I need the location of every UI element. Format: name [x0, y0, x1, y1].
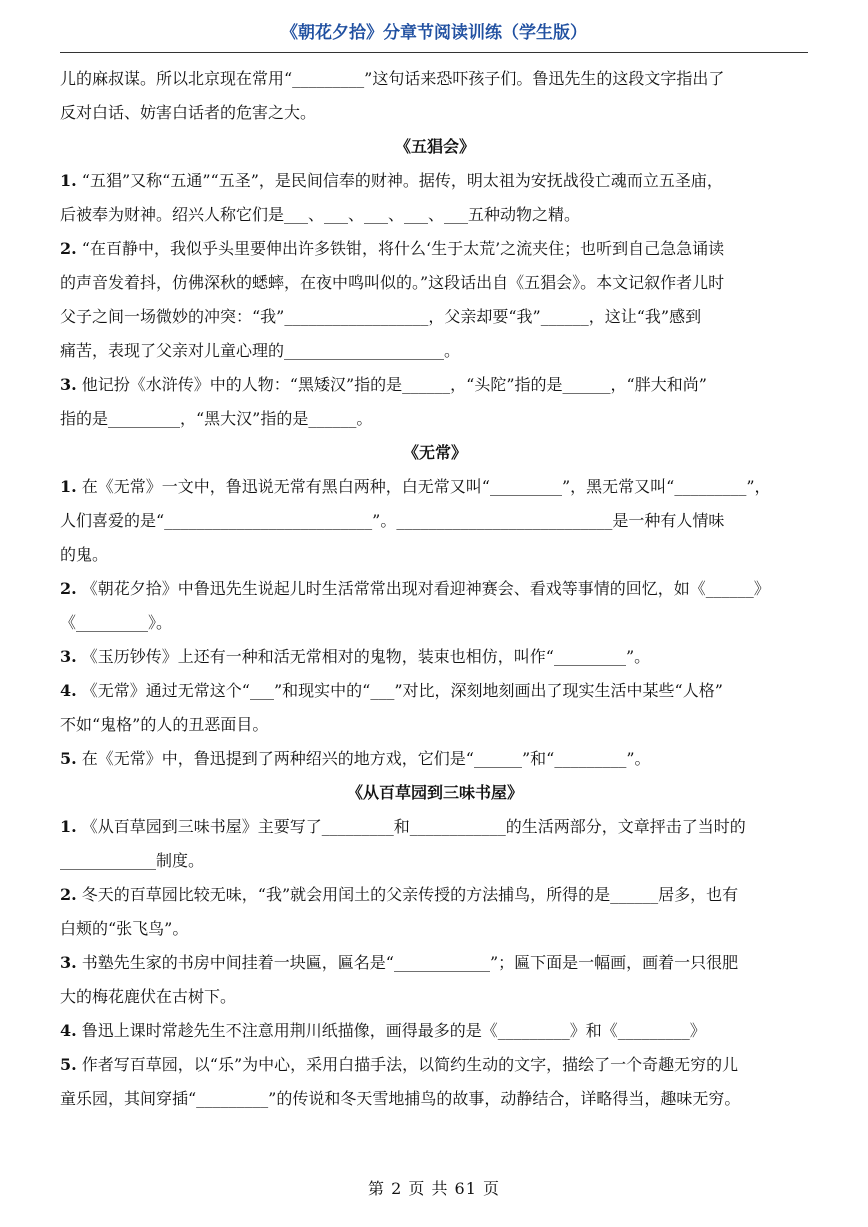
question-number: 1. — [60, 171, 77, 190]
question-number: 3. — [60, 953, 77, 972]
section-title: 《从百草园到三味书屋》 — [346, 783, 523, 802]
question-text-line: 不如“鬼格”的人的丑恶面目。 — [60, 715, 269, 734]
question-text-line: 冬天的百草园比较无味，“我”就会用闰土的父亲传授的方法捕鸟，所得的是______居多，也有 — [81, 885, 739, 904]
intro-line: 儿的麻叔谋。所以北京现在常用“_________”这句话来恐吓孩子们。鲁迅先生的这段文字指出了 — [60, 69, 725, 88]
question-item — [60, 742, 810, 776]
question-text-line: 在《无常》中，鲁迅提到了两种绍兴的地方戏，它们是“______”和“_________”。 — [81, 749, 651, 768]
question-text-line: 童乐园，其间穿插“_________”的传说和冬天雪地捕鸟的故事，动静结合，详略得当，趣味无穷。 — [60, 1089, 741, 1108]
question-item — [60, 572, 810, 640]
question-text-line: 痛苦，表现了父亲对儿童心理的____________________。 — [60, 341, 461, 360]
page-number: 第 2 页 共 61 页 — [368, 1179, 500, 1198]
question-number: 4. — [60, 1021, 77, 1040]
question-number: 5. — [60, 1055, 77, 1074]
question-item — [60, 946, 810, 1014]
question-number: 2. — [60, 239, 77, 258]
question-text-line: 的声音发着抖，仿佛深秋的蟋蟀，在夜中鸣叫似的。”这段话出自《五猖会》。本文记叙作者儿时 — [60, 273, 725, 292]
question-text-line: 《玉历钞传》上还有一种和活无常相对的鬼物，装束也相仿，叫作“_________”。 — [81, 647, 651, 666]
question-text-line: “五猖”又称“五通”“五圣”，是民间信奉的财神。据传，明太祖为安抚战役亡魂而立五圣庙， — [81, 171, 723, 190]
question-text-line: 《无常》通过无常这个“___”和现实中的“___”对比，深刻地刻画出了现实生活中某些“人格” — [81, 681, 723, 700]
question-text-line: 指的是_________，“黑大汉”指的是______。 — [60, 409, 373, 428]
question-text-line: 的鬼。 — [60, 545, 109, 564]
section-title: 《五猖会》 — [394, 137, 475, 156]
intro-line: 反对白话、妨害白话者的危害之大。 — [60, 103, 317, 122]
document-header: 《朝花夕拾》分章节阅读训练（学生版） — [281, 23, 587, 43]
question-item — [60, 674, 810, 742]
question-item — [60, 1048, 810, 1116]
question-item — [60, 878, 810, 946]
question-text-line: ____________制度。 — [60, 851, 205, 870]
question-number: 3. — [60, 375, 77, 394]
question-text-line: 在《无常》一文中，鲁迅说无常有黑白两种，白无常又叫“_________”，黑无常又叫“_________”， — [81, 477, 771, 496]
section-title: 《无常》 — [402, 443, 467, 462]
question-number: 2. — [60, 579, 77, 598]
question-item — [60, 164, 810, 232]
question-item — [60, 1014, 810, 1048]
question-number: 3. — [60, 647, 77, 666]
question-text-line: 书塾先生家的书房中间挂着一块匾，匾名是“____________”；匾下面是一幅画，画着一只很肥 — [81, 953, 739, 972]
question-text-line: 《_________》。 — [60, 613, 173, 632]
question-number: 1. — [60, 817, 77, 836]
question-item — [60, 232, 810, 368]
question-item — [60, 640, 810, 674]
document-body — [60, 62, 810, 1116]
question-number: 1. — [60, 477, 77, 496]
question-number: 5. — [60, 749, 77, 768]
question-text-line: 大的梅花鹿伏在古树下。 — [60, 987, 237, 1006]
question-text-line: 父子之间一场微妙的冲突：“我”__________________，父亲却要“我”______，这让“我”感到 — [60, 307, 702, 326]
intro-paragraph — [60, 62, 810, 130]
question-text-line: 人们喜爱的是“__________________________”。___________________________是一种有人情味 — [60, 511, 725, 530]
question-text-line: 鲁迅上课时常趁先生不注意用荆川纸描像，画得最多的是《_________》和《_________》 — [81, 1021, 706, 1040]
question-text-line: 白颊的“张飞鸟”。 — [60, 919, 189, 938]
question-text-line: “在百静中，我似乎头里要伸出许多铁钳，将什么‘生于太荒’之流夹住；也听到自己急急诵读 — [81, 239, 725, 258]
question-text-line: 《朝花夕拾》中鲁迅先生说起儿时生活常常出现对看迎神赛会、看戏等事情的回忆，如《______》 — [81, 579, 770, 598]
header-divider — [60, 52, 808, 53]
question-text-line: 他记扮《水浒传》中的人物：“黑矮汉”指的是______，“头陀”指的是______，“胖大和尚” — [81, 375, 707, 394]
question-text-line: 后被奉为财神。绍兴人称它们是___、___、___、___、___五种动物之精。 — [60, 205, 581, 224]
question-number: 2. — [60, 885, 77, 904]
question-item — [60, 810, 810, 878]
question-item — [60, 470, 810, 572]
question-number: 4. — [60, 681, 77, 700]
question-item — [60, 368, 810, 436]
question-text-line: 作者写百草园，以“乐”为中心，采用白描手法，以简约生动的文字，描绘了一个奇趣无穷的儿 — [81, 1055, 739, 1074]
question-text-line: 《从百草园到三味书屋》主要写了_________和____________的生活两部分，文章抨击了当时的 — [81, 817, 746, 836]
